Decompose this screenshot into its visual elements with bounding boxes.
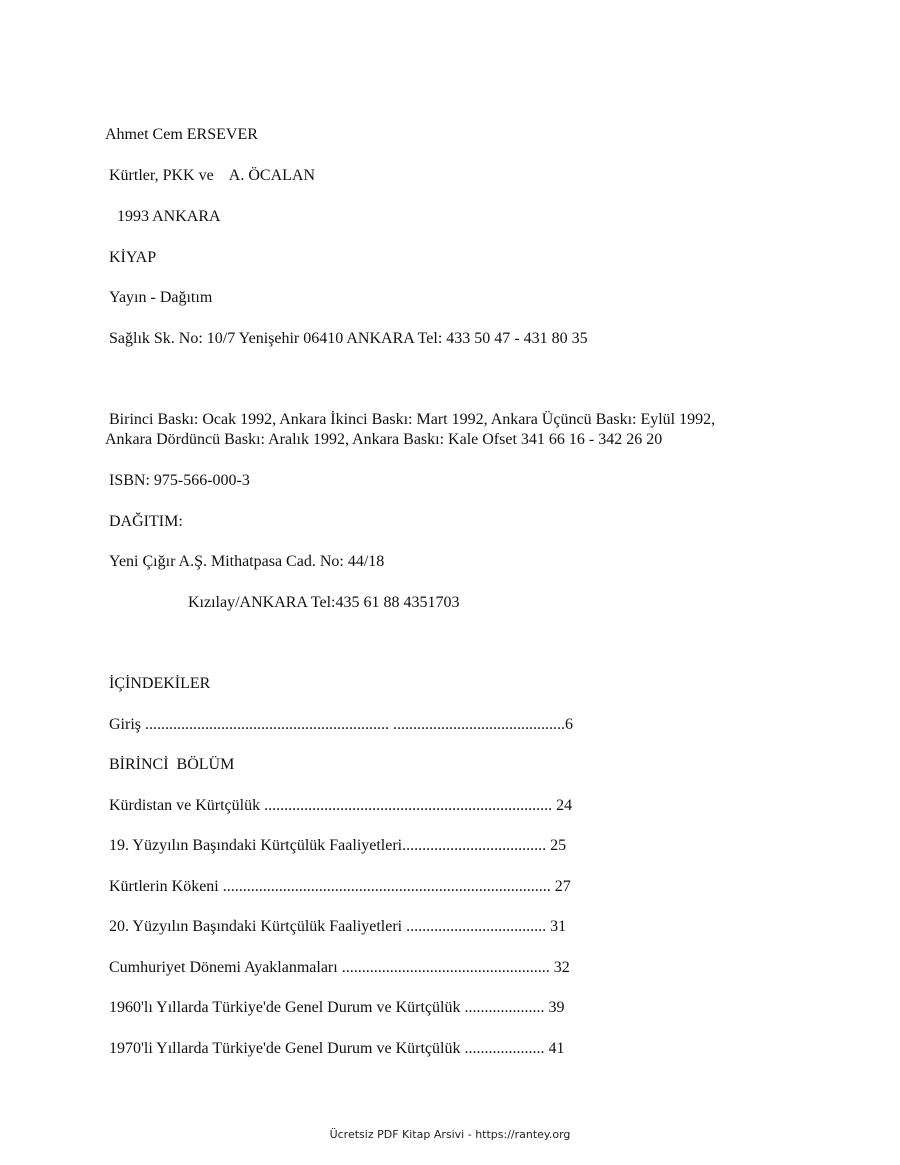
toc-entry: 19. Yüzyılın Başındaki Kürtçülük Faaliyetleri.................................... 25 xyxy=(109,837,567,854)
editions-paragraph xyxy=(105,410,715,450)
publisher-address: Sağlık Sk. No: 10/7 Yenişehir 06410 ANKARA Tel: 433 50 47 - 431 80 35 xyxy=(109,330,588,347)
distribution-address-line-2: Kızılay/ANKARA Tel:435 61 88 4351703 xyxy=(188,594,460,611)
author-name: Ahmet Cem ERSEVER xyxy=(105,126,258,143)
toc-entry: Cumhuriyet Dönemi Ayaklanmaları .................................................... 32 xyxy=(109,959,570,976)
toc-heading: İÇİNDEKİLER xyxy=(109,675,211,692)
publisher-name: KİYAP xyxy=(109,249,157,266)
toc-entry: 1970'li Yıllarda Türkiye'de Genel Durum ve Kürtçülük .................... 41 xyxy=(109,1040,565,1057)
toc-entry-intro: Giriş ............................................................. ...........................................6 xyxy=(109,716,573,733)
distribution-heading: DAĞITIM: xyxy=(109,513,183,530)
toc-entry: Kürtlerin Kökeni .................................................................................. 27 xyxy=(109,878,571,895)
book-title: Kürtler, PKK ve A. ÖCALAN xyxy=(109,167,316,184)
distribution-address-line-1: Yeni Çığır A.Ş. Mithatpasa Cad. No: 44/18 xyxy=(109,553,385,570)
publication-year-city: 1993 ANKARA xyxy=(117,208,221,225)
footer-source-note: Ücretsiz PDF Kitap Arsivi - https://rantey.org xyxy=(329,1128,571,1141)
editions-line-1: Birinci Baskı: Ocak 1992, Ankara İkinci Baskı: Mart 1992, Ankara Üçüncü Baskı: Eylül 1992, xyxy=(109,411,716,428)
isbn: ISBN: 975-566-000-3 xyxy=(109,472,250,489)
publisher-subtitle: Yayın - Dağıtım xyxy=(109,289,213,306)
editions-line-2: Ankara Dördüncü Baskı: Aralık 1992, Ankara Baskı: Kale Ofset 341 66 16 - 342 26 20 xyxy=(105,431,663,448)
toc-entry: Kürdistan ve Kürtçülük ........................................................................ 24 xyxy=(109,797,573,814)
toc-entry: 20. Yüzyılın Başındaki Kürtçülük Faaliyetleri ................................... 31 xyxy=(109,918,567,935)
toc-entry: 1960'lı Yıllarda Türkiye'de Genel Durum ve Kürtçülük .................... 39 xyxy=(109,999,565,1016)
toc-section-title: BİRİNCİ BÖLÜM xyxy=(109,756,235,773)
